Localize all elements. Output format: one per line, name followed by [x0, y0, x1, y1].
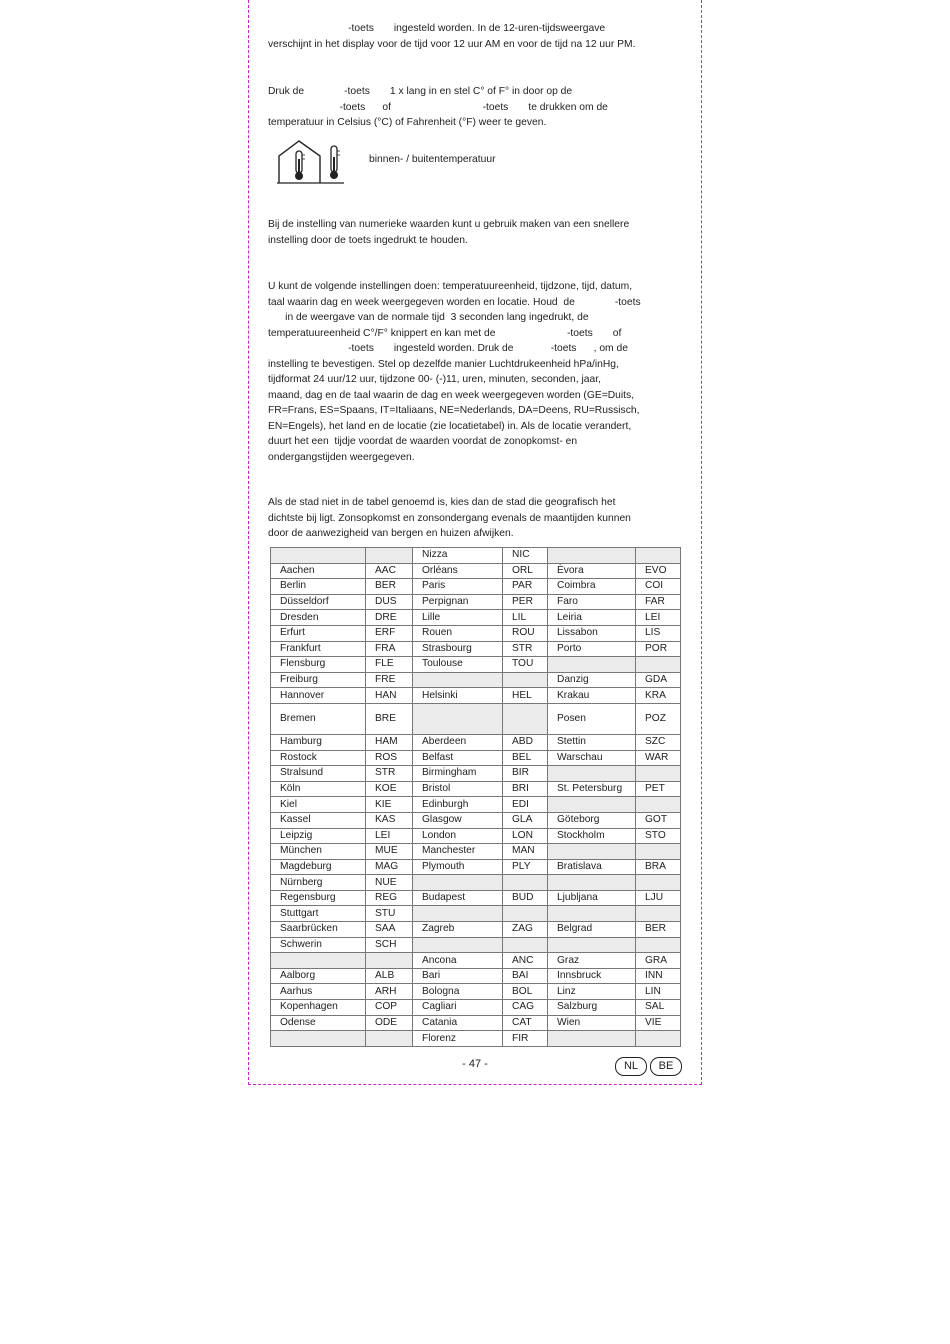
paragraph-settings: [268, 279, 678, 465]
text-line: ondergangstijden weergegeven.: [268, 451, 415, 463]
table-cell: TOU: [503, 657, 548, 673]
table-cell: [413, 672, 503, 688]
table-cell: Nürnberg: [271, 875, 366, 891]
table-cell: Danzig: [548, 672, 636, 688]
table-cell: Kiel: [271, 797, 366, 813]
table-cell: Linz: [548, 984, 636, 1000]
table-cell: Manchester: [413, 844, 503, 860]
table-cell: Saarbrücken: [271, 922, 366, 938]
table-cell: CAT: [503, 1015, 548, 1031]
table-cell: Wien: [548, 1015, 636, 1031]
table-cell: STR: [366, 766, 413, 782]
table-row: [271, 734, 681, 750]
table-cell: [271, 953, 366, 969]
table-cell: LEI: [636, 610, 681, 626]
table-cell: Frankfurt: [271, 641, 366, 657]
paragraph-temperature-unit: [268, 84, 678, 131]
table-cell: FIR: [503, 1031, 548, 1047]
table-cell: EVO: [636, 563, 681, 579]
table-cell: LEI: [366, 828, 413, 844]
table-cell: [413, 937, 503, 953]
table-cell: Paris: [413, 579, 503, 595]
table-cell: Berlin: [271, 579, 366, 595]
table-cell: KIE: [366, 797, 413, 813]
table-cell: Leiria: [548, 610, 636, 626]
table-cell: Porto: [548, 641, 636, 657]
text-line: Als de stad niet in de tabel genoemd is, kies dan de stad die geografisch het: [268, 497, 616, 508]
table-cell: Florenz: [413, 1031, 503, 1047]
table-cell: POZ: [636, 703, 681, 734]
table-row: [271, 625, 681, 641]
table-cell: FLE: [366, 657, 413, 673]
text-line: verschijnt in het display voor de tijd voor 12 uur AM en voor de tijd na 12 uur PM.: [268, 38, 636, 50]
table-cell: Bremen: [271, 703, 366, 734]
table-cell: Ljubljana: [548, 890, 636, 906]
paragraph-time-format: [268, 21, 678, 52]
table-cell: Cagliari: [413, 1000, 503, 1016]
table-cell: Bratislava: [548, 859, 636, 875]
table-cell: Ancona: [413, 953, 503, 969]
table-row: [271, 828, 681, 844]
table-cell: Rouen: [413, 625, 503, 641]
table-cell: PET: [636, 781, 681, 797]
table-cell: [413, 906, 503, 922]
table-cell: [548, 875, 636, 891]
table-cell: [636, 906, 681, 922]
table-cell: Stralsund: [271, 766, 366, 782]
table-cell: MAN: [503, 844, 548, 860]
table-row: [271, 657, 681, 673]
table-row: [271, 890, 681, 906]
table-row: [271, 922, 681, 938]
table-cell: LON: [503, 828, 548, 844]
table-cell: FAR: [636, 594, 681, 610]
table-cell: Bari: [413, 968, 503, 984]
table-cell: [548, 844, 636, 860]
table-cell: VIE: [636, 1015, 681, 1031]
table-cell: Graz: [548, 953, 636, 969]
table-cell: Lissabon: [548, 625, 636, 641]
table-cell: Belfast: [413, 750, 503, 766]
table-cell: [636, 844, 681, 860]
table-cell: Belgrad: [548, 922, 636, 938]
table-cell: [503, 906, 548, 922]
table-cell: ALB: [366, 968, 413, 984]
table-cell: Odense: [271, 1015, 366, 1031]
table-cell: ABD: [503, 734, 548, 750]
table-cell: HAN: [366, 688, 413, 704]
text-line: U kunt de volgende instellingen doen: temperatuureenheid, tijdzone, tijd, datum,: [268, 281, 633, 292]
text-line: -toets ingesteld worden. In de 12-uren-tijdsweergave: [268, 23, 606, 34]
table-cell: SZC: [636, 734, 681, 750]
table-cell: WAR: [636, 750, 681, 766]
table-cell: [503, 937, 548, 953]
table-cell: Salzburg: [548, 1000, 636, 1016]
table-cell: BAI: [503, 968, 548, 984]
table-cell: KRA: [636, 688, 681, 704]
table-cell: Kopenhagen: [271, 1000, 366, 1016]
table-cell: Èvora: [548, 563, 636, 579]
country-badge-be: BE: [650, 1057, 682, 1076]
table-cell: BRA: [636, 859, 681, 875]
table-row: [271, 968, 681, 984]
table-cell: [366, 548, 413, 564]
table-cell: ODE: [366, 1015, 413, 1031]
table-cell: Flensburg: [271, 657, 366, 673]
table-row: [271, 812, 681, 828]
table-cell: ERF: [366, 625, 413, 641]
table-cell: [636, 797, 681, 813]
table-cell: PLY: [503, 859, 548, 875]
table-cell: Göteborg: [548, 812, 636, 828]
table-cell: SAL: [636, 1000, 681, 1016]
table-cell: [636, 1031, 681, 1047]
table-row: [271, 672, 681, 688]
text-line: door de aanwezigheid van bergen en huizen afwijken.: [268, 528, 514, 539]
table-cell: Rostock: [271, 750, 366, 766]
table-row: [271, 1000, 681, 1016]
indoor-outdoor-thermometer-icon: [276, 139, 346, 185]
table-cell: PAR: [503, 579, 548, 595]
table-cell: Toulouse: [413, 657, 503, 673]
table-cell: MAG: [366, 859, 413, 875]
table-cell: [636, 937, 681, 953]
table-cell: REG: [366, 890, 413, 906]
table-cell: AAC: [366, 563, 413, 579]
table-cell: [636, 766, 681, 782]
text-line: dichtste bij ligt. Zonsopkomst en zonsondergang evenals de maantijden kunnen: [268, 512, 631, 524]
table-cell: NIC: [503, 548, 548, 564]
table-cell: [548, 937, 636, 953]
text-line: taal waarin dag en week weergegeven worden en locatie. Houd de -toets: [268, 296, 641, 308]
table-cell: Innsbruck: [548, 968, 636, 984]
table-cell: [548, 657, 636, 673]
text-line: -toets of -toets te drukken om de: [268, 101, 608, 113]
table-cell: Schwerin: [271, 937, 366, 953]
table-cell: [503, 703, 548, 734]
text-line: maand, dag en de taal waarin de dag en week weergegeven worden (GE=Duits,: [268, 389, 635, 401]
table-cell: LIL: [503, 610, 548, 626]
table-cell: Dresden: [271, 610, 366, 626]
table-cell: London: [413, 828, 503, 844]
table-cell: Birmingham: [413, 766, 503, 782]
table-row: [271, 953, 681, 969]
table-cell: Leipzig: [271, 828, 366, 844]
text-line: instelling door de toets ingedrukt te houden.: [268, 234, 468, 246]
text-line: duurt het een tijdje voordat de waarden voordat de zonopkomst- en: [268, 436, 578, 447]
table-row: [271, 579, 681, 595]
table-cell: Aarhus: [271, 984, 366, 1000]
table-row: [271, 859, 681, 875]
table-cell: Düsseldorf: [271, 594, 366, 610]
table-cell: Kassel: [271, 812, 366, 828]
table-cell: [271, 1031, 366, 1047]
text-line: instelling te bevestigen. Stel op dezelfde manier Luchtdrukeenheid hPa/inHg,: [268, 358, 619, 370]
table-cell: SCH: [366, 937, 413, 953]
table-cell: GDA: [636, 672, 681, 688]
table-cell: NUE: [366, 875, 413, 891]
table-cell: Aalborg: [271, 968, 366, 984]
table-row: [271, 563, 681, 579]
table-cell: Helsinki: [413, 688, 503, 704]
table-cell: BER: [636, 922, 681, 938]
table-cell: Erfurt: [271, 625, 366, 641]
table-row: [271, 797, 681, 813]
table-row: [271, 594, 681, 610]
table-cell: Stockholm: [548, 828, 636, 844]
table-cell: ORL: [503, 563, 548, 579]
table-cell: [548, 797, 636, 813]
table-cell: BIR: [503, 766, 548, 782]
table-cell: DUS: [366, 594, 413, 610]
table-cell: Lille: [413, 610, 503, 626]
table-cell: HAM: [366, 734, 413, 750]
text-line: -toets ingesteld worden. Druk de -toets , om de: [268, 343, 628, 354]
table-cell: KOE: [366, 781, 413, 797]
table-cell: Regensburg: [271, 890, 366, 906]
table-cell: [548, 766, 636, 782]
table-cell: STU: [366, 906, 413, 922]
table-cell: STO: [636, 828, 681, 844]
table-cell: [271, 548, 366, 564]
table-cell: BER: [366, 579, 413, 595]
table-cell: Hamburg: [271, 734, 366, 750]
table-cell: [636, 548, 681, 564]
table-cell: INN: [636, 968, 681, 984]
table-cell: ROU: [503, 625, 548, 641]
table-cell: [503, 672, 548, 688]
table-cell: Warschau: [548, 750, 636, 766]
table-cell: SAA: [366, 922, 413, 938]
table-cell: Aachen: [271, 563, 366, 579]
table-cell: ROS: [366, 750, 413, 766]
table-row: [271, 781, 681, 797]
table-cell: [636, 875, 681, 891]
table-cell: Bristol: [413, 781, 503, 797]
table-cell: Köln: [271, 781, 366, 797]
thermometer-label: binnen- / buitentemperatuur: [369, 154, 496, 165]
table-cell: Posen: [548, 703, 636, 734]
table-cell: BRE: [366, 703, 413, 734]
table-cell: Hannover: [271, 688, 366, 704]
table-cell: ANC: [503, 953, 548, 969]
table-cell: München: [271, 844, 366, 860]
table-cell: [548, 1031, 636, 1047]
table-cell: Aberdeen: [413, 734, 503, 750]
table-cell: [413, 703, 503, 734]
table-cell: LIS: [636, 625, 681, 641]
table-cell: Krakau: [548, 688, 636, 704]
text-line: temperatuur in Celsius (°C) of Fahrenheit (°F) weer te geven.: [268, 117, 547, 128]
table-cell: COP: [366, 1000, 413, 1016]
table-cell: [548, 906, 636, 922]
table-row: [271, 610, 681, 626]
table-cell: Orléans: [413, 563, 503, 579]
paragraph-city-note: [268, 495, 678, 542]
table-cell: [366, 953, 413, 969]
table-cell: PER: [503, 594, 548, 610]
table-row: [271, 875, 681, 891]
table-cell: Faro: [548, 594, 636, 610]
table-cell: Budapest: [413, 890, 503, 906]
table-cell: FRE: [366, 672, 413, 688]
table-cell: BRI: [503, 781, 548, 797]
table-cell: STR: [503, 641, 548, 657]
table-cell: Bologna: [413, 984, 503, 1000]
table-row: [271, 906, 681, 922]
table-cell: Perpignan: [413, 594, 503, 610]
table-row: [271, 688, 681, 704]
table-cell: EDI: [503, 797, 548, 813]
table-cell: BEL: [503, 750, 548, 766]
text-line: tijdformat 24 uur/12 uur, tijdzone 00- (-)11, uren, minuten, seconden, jaar,: [268, 374, 601, 385]
table-cell: Strasbourg: [413, 641, 503, 657]
table-cell: Nizza: [413, 548, 503, 564]
table-row: [271, 750, 681, 766]
table-cell: Catania: [413, 1015, 503, 1031]
table-cell: Freiburg: [271, 672, 366, 688]
table-cell: [413, 875, 503, 891]
table-cell: St. Petersburg: [548, 781, 636, 797]
table-cell: HEL: [503, 688, 548, 704]
text-line: Druk de -toets 1 x lang in en stel C° of F° in door op de: [268, 86, 573, 97]
table-cell: Edinburgh: [413, 797, 503, 813]
table-cell: GRA: [636, 953, 681, 969]
table-cell: DRE: [366, 610, 413, 626]
table-cell: Coimbra: [548, 579, 636, 595]
text-line: temperatuureenheid C°/F° knippert en kan met de -toets of: [268, 327, 622, 339]
table-cell: COI: [636, 579, 681, 595]
table-cell: CAG: [503, 1000, 548, 1016]
table-cell: [636, 657, 681, 673]
table-cell: Stettin: [548, 734, 636, 750]
table-row: [271, 766, 681, 782]
table-cell: POR: [636, 641, 681, 657]
text-line: in de weergave van de normale tijd 3 seconden lang ingedrukt, de: [268, 312, 589, 323]
table-row: [271, 844, 681, 860]
table-row: [271, 548, 681, 564]
table-row: [271, 641, 681, 657]
table-cell: Stuttgart: [271, 906, 366, 922]
table-row: [271, 937, 681, 953]
table-cell: [503, 875, 548, 891]
location-table: [270, 547, 681, 1047]
table-cell: LIN: [636, 984, 681, 1000]
table-cell: GOT: [636, 812, 681, 828]
table-cell: GLA: [503, 812, 548, 828]
text-line: Bij de instelling van numerieke waarden kunt u gebruik maken van een snellere: [268, 219, 630, 230]
text-line: FR=Frans, ES=Spaans, IT=Italiaans, NE=Nederlands, DA=Deens, RU=Russisch,: [268, 405, 640, 416]
table-cell: FRA: [366, 641, 413, 657]
country-badge-nl: NL: [615, 1057, 647, 1076]
text-line: EN=Engels), het land en de locatie (zie locatietabel) in. Als de locatie verandert,: [268, 420, 632, 432]
table-row: [271, 703, 681, 734]
table-cell: BUD: [503, 890, 548, 906]
table-cell: BOL: [503, 984, 548, 1000]
paragraph-fast-setting: [268, 217, 678, 248]
table-row: [271, 1031, 681, 1047]
table-cell: Glasgow: [413, 812, 503, 828]
table-cell: LJU: [636, 890, 681, 906]
table-cell: KAS: [366, 812, 413, 828]
table-cell: ARH: [366, 984, 413, 1000]
table-row: [271, 1015, 681, 1031]
table-cell: Magdeburg: [271, 859, 366, 875]
table-cell: MUE: [366, 844, 413, 860]
table-cell: Plymouth: [413, 859, 503, 875]
table-cell: Zagreb: [413, 922, 503, 938]
table-row: [271, 984, 681, 1000]
table-cell: ZAG: [503, 922, 548, 938]
table-cell: [548, 548, 636, 564]
table-cell: [366, 1031, 413, 1047]
page-number: - 47 -: [462, 1058, 488, 1070]
